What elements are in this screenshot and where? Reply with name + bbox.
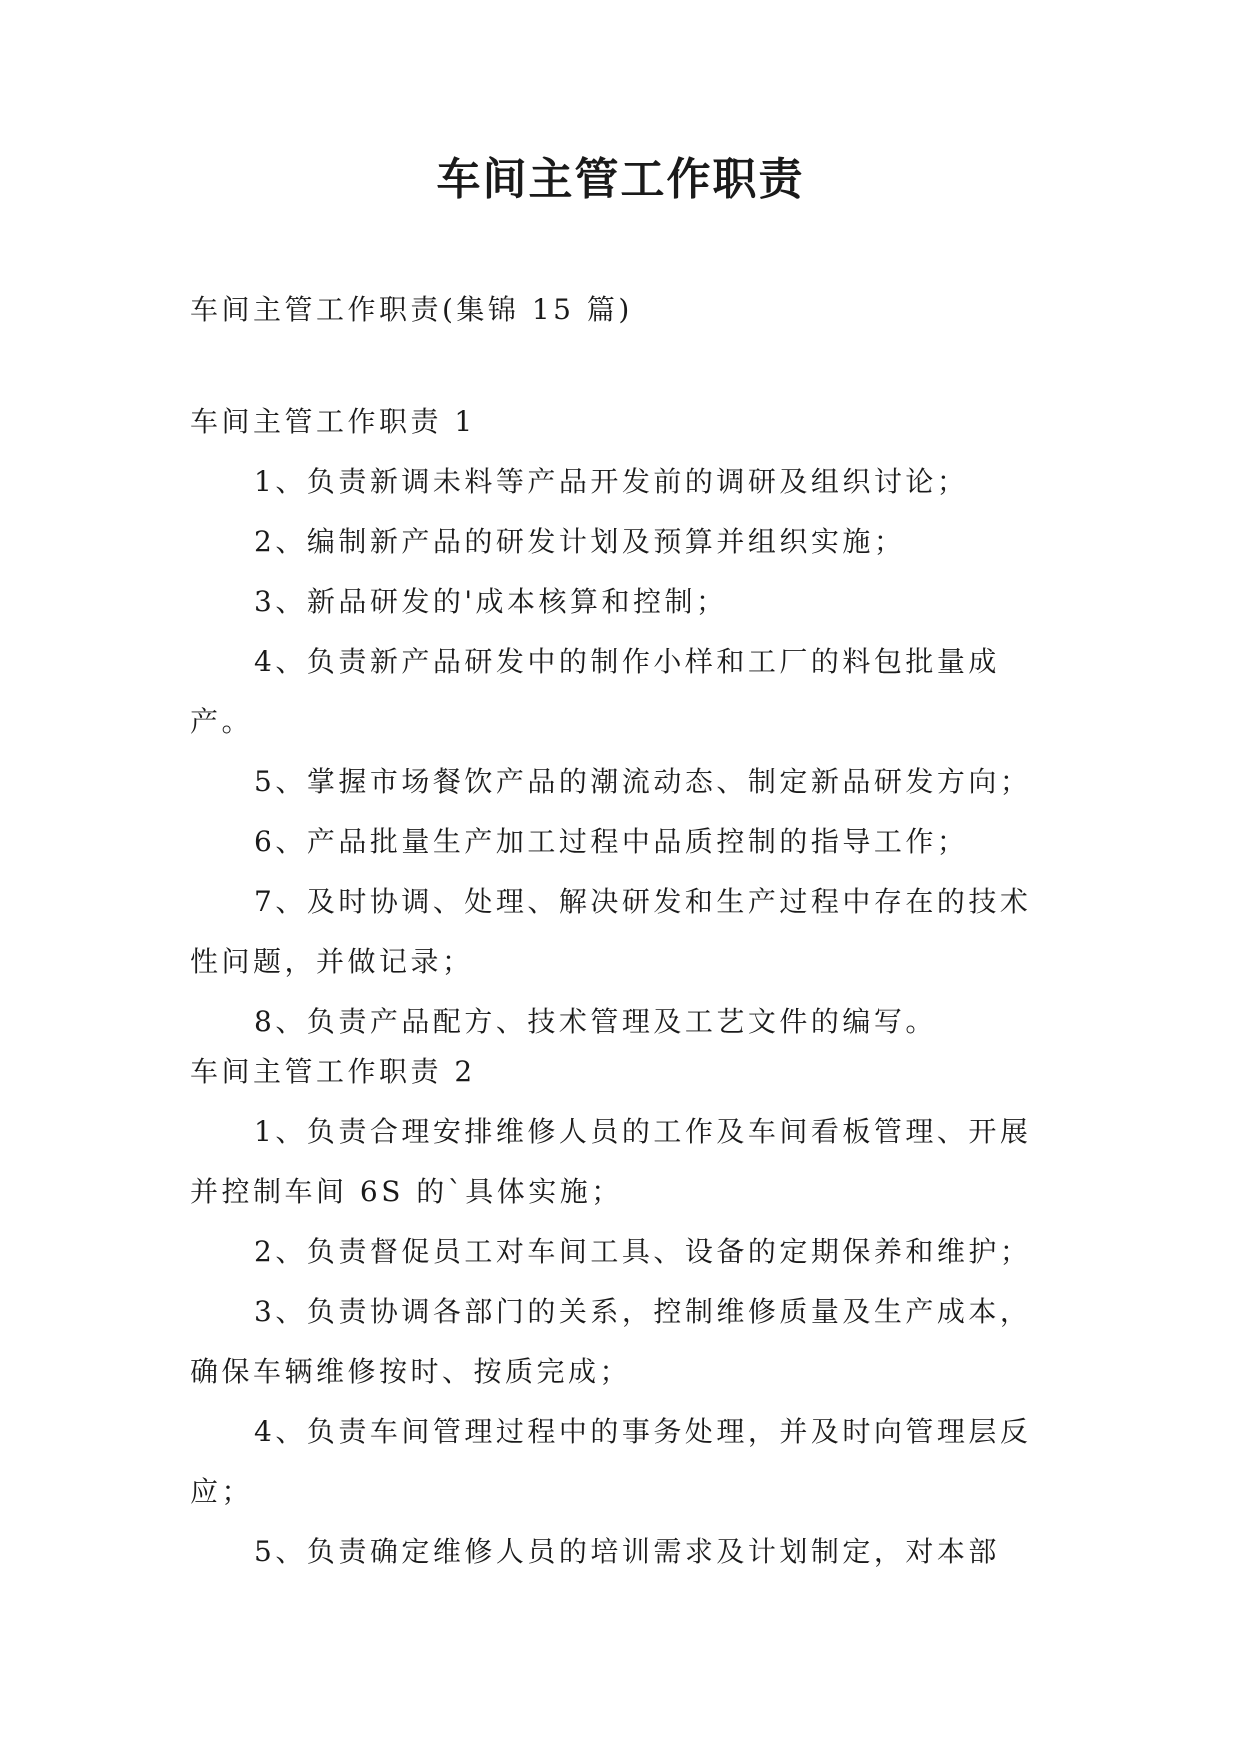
list-item: 6、产品批量生产加工过程中品质控制的指导工作； [254, 825, 969, 858]
section-heading-2: 车间主管工作职责 2 [190, 1055, 476, 1088]
list-item: 3、新品研发的'成本核算和控制； [254, 585, 728, 618]
list-item: 3、负责协调各部门的关系，控制维修质量及生产成本，确保车辆维修按时、按质完成； [190, 1295, 1032, 1388]
page-title: 车间主管工作职责 [436, 154, 805, 205]
list-item: 4、负责新产品研发中的制作小样和工厂的料包批量成产。 [190, 645, 1000, 738]
section-heading-1: 车间主管工作职责 1 [190, 405, 476, 438]
list-item: 8、负责产品配方、技术管理及工艺文件的编写。 [254, 1005, 937, 1038]
list-item: 7、及时协调、处理、解决研发和生产过程中存在的技术性问题，并做记录； [190, 885, 1032, 978]
list-item: 1、负责新调未料等产品开发前的调研及组织讨论； [254, 465, 969, 498]
list-item: 5、掌握市场餐饮产品的潮流动态、制定新品研发方向； [254, 765, 1032, 798]
list-item: 1、负责合理安排维修人员的工作及车间看板管理、开展并控制车间 6S 的`具体实施； [190, 1115, 1032, 1208]
list-item: 5、负责确定维修人员的培训需求及计划制定，对本部 [254, 1535, 1000, 1568]
list-item: 2、编制新产品的研发计划及预算并组织实施； [254, 525, 906, 558]
list-item: 4、负责车间管理过程中的事务处理，并及时向管理层反应； [190, 1415, 1032, 1508]
document-subtitle: 车间主管工作职责(集锦 15 篇) [190, 293, 633, 326]
list-item: 2、负责督促员工对车间工具、设备的定期保养和维护； [254, 1235, 1032, 1268]
document-body [190, 290, 1050, 1592]
